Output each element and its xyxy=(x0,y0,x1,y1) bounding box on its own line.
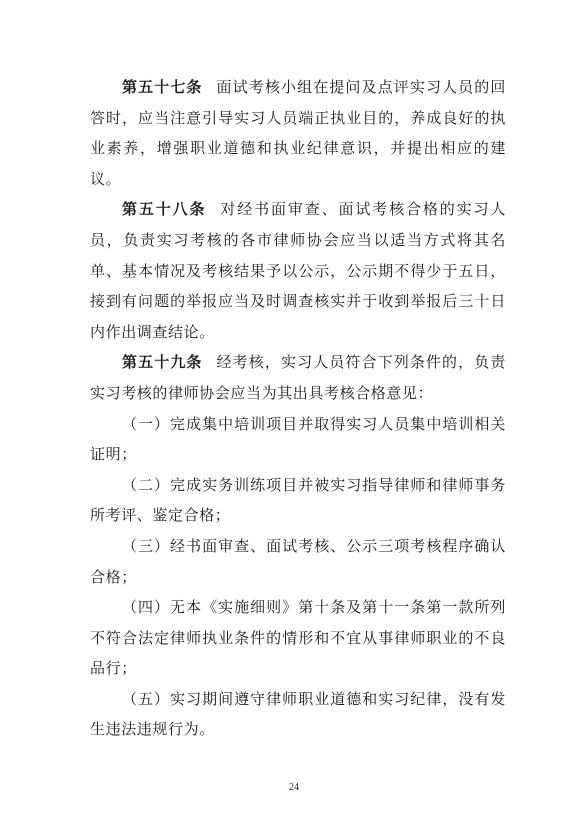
article-text: 面试考核小组在提问及点评实习人员的回答时，应当注意引导实习人员端正执业目的，养成良好的执业素养，增强职业道德和执业纪律意识，并提出相应的建议。 xyxy=(90,78,506,188)
condition-text: （五）实习期间遵守律师职业道德和实习纪律，没有发生违法违规行为。 xyxy=(90,689,506,739)
condition-item-1 xyxy=(90,409,506,470)
condition-text: （一）完成集中培训项目并取得实习人员集中培训相关证明； xyxy=(90,414,506,464)
condition-item-4 xyxy=(90,592,506,684)
article-number: 第五十八条 xyxy=(122,200,207,219)
article-text: 对经书面审查、面试考核合格的实习人员，负责实习考核的各市律师协会应当以适当方式将其名单、基本情况及考核结果予以公示，公示期不得少于五日，接到有问题的举报应当及时调查核实并于收到举报后三十日内作出调查结论。 xyxy=(90,200,506,341)
page-number: 24 xyxy=(289,782,299,793)
condition-item-5 xyxy=(90,684,506,745)
condition-text: （二）完成实务训练项目并被实习指导律师和律师事务所考评、鉴定合格； xyxy=(90,475,506,525)
document-body xyxy=(90,72,506,745)
article-number: 第五十九条 xyxy=(122,353,203,372)
article-text: 经考核，实习人员符合下列条件的，负责实习考核的律师协会应当为其出具考核合格意见： xyxy=(90,353,506,402)
condition-item-3 xyxy=(90,531,506,592)
article-number: 第五十七条 xyxy=(122,78,203,96)
article-58-paragraph xyxy=(90,194,506,347)
condition-text: （三）经书面审查、面试考核、公示三项考核程序确认合格； xyxy=(90,536,506,586)
condition-text: （四）无本《实施细则》第十条及第十一条第一款所列不符合法定律师执业条件的情形和不宜从事律师职业的不良品行； xyxy=(90,598,506,678)
article-59-paragraph xyxy=(90,347,506,408)
condition-item-2 xyxy=(90,470,506,531)
article-57-paragraph xyxy=(90,72,506,194)
